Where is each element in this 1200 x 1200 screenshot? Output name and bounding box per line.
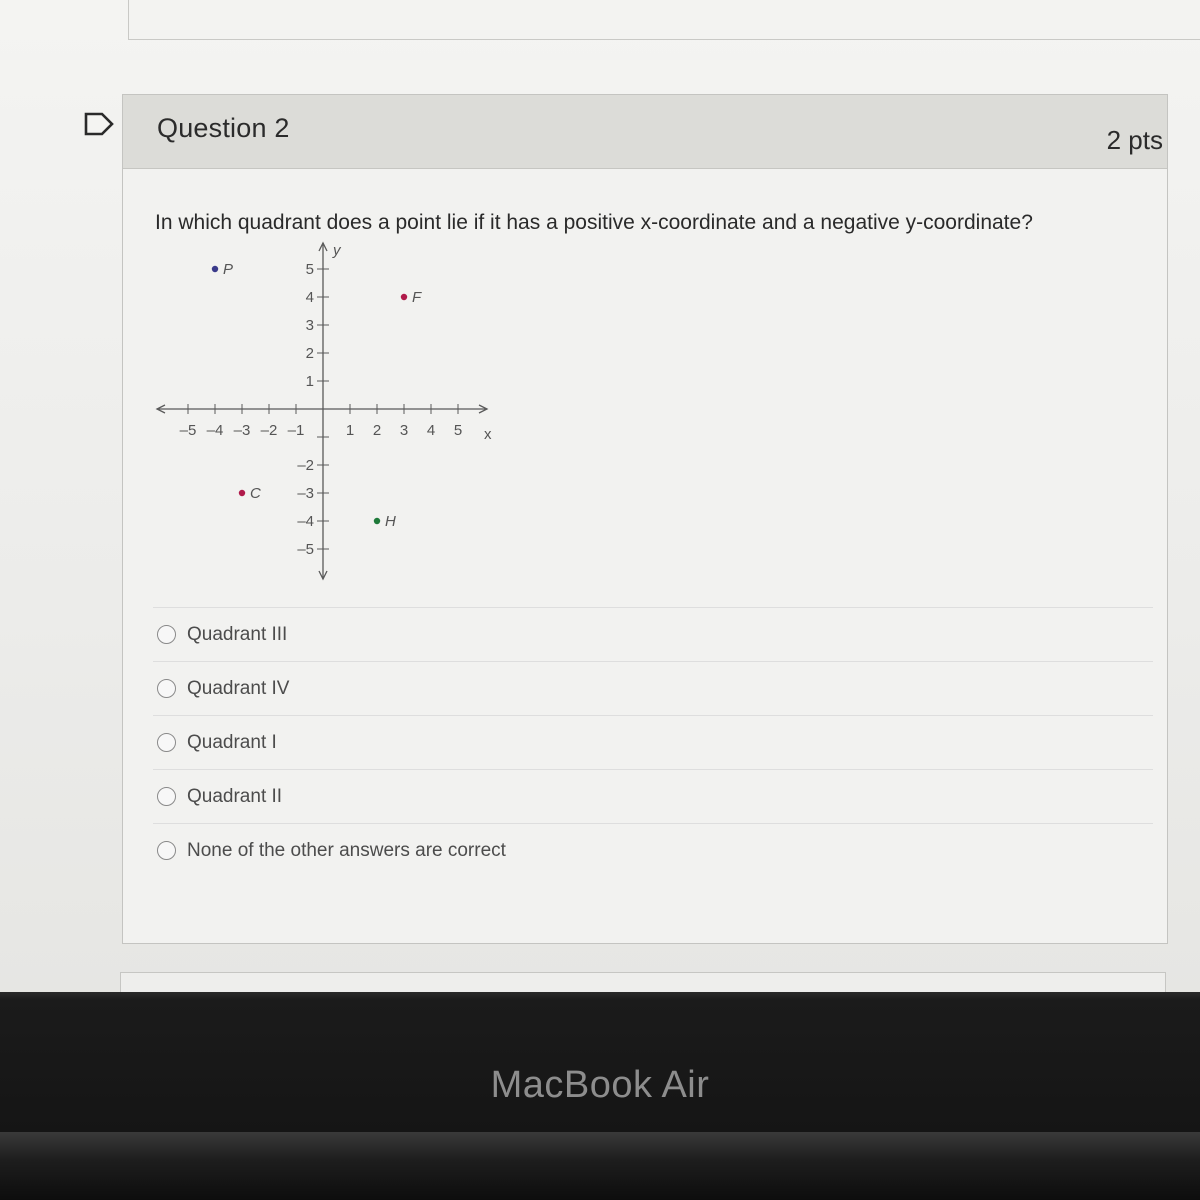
answer-option[interactable] (153, 715, 1153, 769)
x-tick-label: –5 (179, 422, 197, 439)
y-tick-label: 1 (305, 373, 314, 390)
point-label: H (385, 513, 396, 530)
point-label: C (250, 485, 261, 502)
question-title: Question 2 (157, 113, 290, 143)
answer-label[interactable]: None of the other answers are correct (187, 839, 506, 861)
radio-button[interactable] (157, 733, 176, 752)
x-tick-label: 2 (372, 422, 382, 439)
answer-label[interactable]: Quadrant IV (187, 677, 290, 699)
y-tick-label: 5 (305, 261, 314, 278)
answer-list (153, 607, 1153, 877)
x-tick-label: 4 (426, 422, 436, 439)
answer-option[interactable] (153, 769, 1153, 823)
x-tick-label: –1 (287, 422, 305, 439)
question-card (122, 94, 1168, 944)
graph-axes (157, 242, 492, 579)
question-points: 2 pts (1106, 125, 1163, 155)
answer-label[interactable]: Quadrant II (187, 785, 283, 807)
answer-label[interactable]: Quadrant I (187, 731, 277, 753)
flag-question-icon[interactable] (84, 112, 114, 136)
previous-question-card (128, 0, 1200, 40)
point-label: P (223, 261, 234, 278)
laptop-bezel (0, 992, 1200, 1132)
y-tick-label: –4 (297, 513, 314, 530)
x-tick-label: –2 (260, 422, 278, 439)
point-marker (401, 294, 407, 300)
radio-button[interactable] (157, 625, 176, 644)
question-text: In which quadrant does a point lie if it has a positive x-coordinate and a negative y-coordinate? (155, 211, 1033, 234)
point-marker (212, 266, 218, 272)
radio-button[interactable] (157, 679, 176, 698)
y-tick-label: –3 (297, 485, 314, 502)
answer-label[interactable]: Quadrant III (187, 623, 288, 645)
laptop-base (0, 1132, 1200, 1200)
radio-button[interactable] (157, 841, 176, 860)
x-tick-label: 1 (345, 422, 355, 439)
y-axis-label: y (333, 242, 341, 259)
y-tick-label: 4 (305, 289, 314, 306)
device-label: MacBook Air (490, 1064, 710, 1106)
x-tick-label: 5 (453, 422, 463, 439)
point-marker (239, 490, 245, 496)
x-axis-label: x (483, 426, 492, 443)
point-marker (374, 518, 380, 524)
y-tick-label: 3 (305, 317, 314, 334)
x-tick-label: –4 (206, 422, 224, 439)
y-tick-label: –5 (297, 541, 314, 558)
y-tick-label: –2 (297, 457, 314, 474)
y-tick-label: 2 (305, 345, 314, 362)
graph-points (212, 261, 422, 530)
question-header (123, 95, 1167, 169)
radio-button[interactable] (157, 787, 176, 806)
answer-option[interactable] (153, 607, 1153, 661)
point-label: F (412, 289, 422, 306)
x-tick-label: 3 (399, 422, 409, 439)
x-tick-label: –3 (233, 422, 251, 439)
coordinate-plane-graph (151, 241, 531, 591)
answer-option[interactable] (153, 661, 1153, 715)
answer-option[interactable] (153, 823, 1153, 877)
